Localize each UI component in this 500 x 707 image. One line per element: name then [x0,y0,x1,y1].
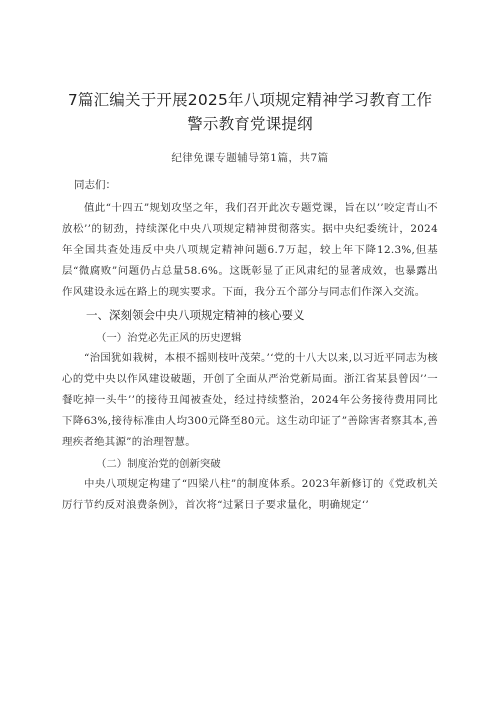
subsection-2-paragraph: 中央八项规定构建了“四梁八柱”的制度体系。2023年新修订的《党政机关厉行节约反对浪费条例》，首次将“过紧日子要求量化，明确规定‘’ [62,478,438,511]
subsection-heading-1: （一）治党必先正风的历史逻辑 [96,332,242,344]
title-line-2: 警示教育党课提纲 [187,115,313,133]
section-heading-1: 一、深刻领会中央八项规定精神的核心要义 [86,308,305,322]
subsection-1-paragraph: “治国犹如栽树，本根不摇则枝叶茂荣。’‘党的十八大以来,以习近平同志为核心的党中央以作风建设破题，开创了全面从严治党新局面。浙江省某县曾因’’一餐吃掉一头牛’’的接待丑闻被查处，经过持续整治，2024年公务接待费用同比下降63%,接待标准由人均300元降至80元。这生动印证了”善除害者察其本,善理疾者绝其源”的治理智慧。 [62,352,438,448]
intro-paragraph: 值此“十四五”规划攻坚之年，我们召开此次专题党课，旨在以’’咬定青山不放松’’的韧劲，持续深化中央八项规定精神贯彻落实。据中央纪委统计，2024年全国共查处违反中央八项规定精神问题6.7万起，较上年下降12.3%,但基层“微腐败”问题仍占总量58.6%。这既彰显了正风肃纪的显著成效，也暴露出作风建设永远在路上的现实要求。下面，我分五个部分与同志们作深入交流。 [62,202,438,298]
document-title [62,88,438,136]
title-line-1: 7篇汇编关于开展2025年八项规定精神学习教育工作 [67,91,433,109]
document-subtitle: 纪律免课专题辅导第1篇，共7篇 [171,152,329,164]
subsection-heading-2: （二）制度治党的创新突破 [96,458,221,470]
salutation: 同志们： [74,179,116,191]
